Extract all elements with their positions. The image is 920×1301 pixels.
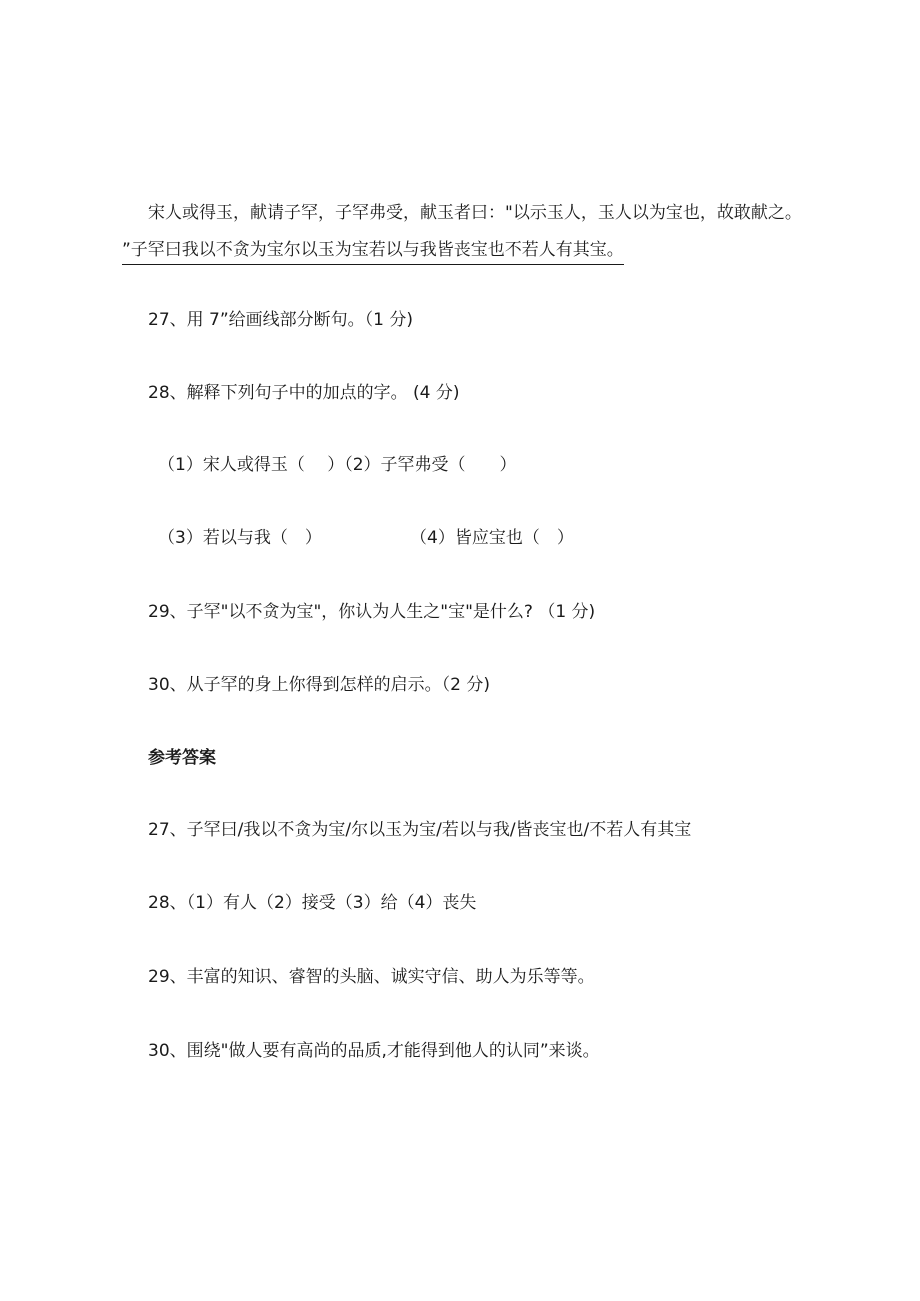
passage-line-1: 宋人或得玉，献请子罕，子罕弗受，献玉者曰："以示玉人，玉人以为宝也，故敢献之。 xyxy=(148,203,802,223)
question-28-item-3: （3）若以与我（ ） xyxy=(158,528,322,548)
answer-27: 27、子罕曰/我以不贪为宝/尔以玉为宝/若以与我/皆丧宝也/不若人有其宝 xyxy=(148,820,692,840)
question-27: 27、用 7”给画线部分断句。（1 分) xyxy=(148,310,414,330)
answer-30: 30、围绕"做人要有高尚的品质,才能得到他人的认同”来谈。 xyxy=(148,1041,600,1061)
passage-line-2-underlined xyxy=(122,238,624,265)
underlined-sentence: ”子罕曰我以不贪为宝尔以玉为宝若以与我皆丧宝也不若人有其宝。 xyxy=(122,238,624,265)
answer-29: 29、丰富的知识、睿智的头脑、诚实守信、助人为乐等等。 xyxy=(148,967,595,987)
question-30: 30、从子罕的身上你得到怎样的启示。（2 分) xyxy=(148,675,490,695)
answer-28: 28、（1）有人（2）接受（3）给（4）丧失 xyxy=(148,893,477,913)
question-28-item-4: （4）皆应宝也（ ） xyxy=(410,528,574,548)
question-28-items-1-2: （1）宋人或得玉（ ）（2）子罕弗受（ ） xyxy=(158,455,517,475)
answers-heading: 参考答案 xyxy=(148,748,216,768)
question-28: 28、解释下列句子中的加点的字。 (4 分) xyxy=(148,383,460,403)
question-29: 29、子罕"以不贪为宝"，你认为人生之"宝"是什么? （1 分) xyxy=(148,602,596,622)
